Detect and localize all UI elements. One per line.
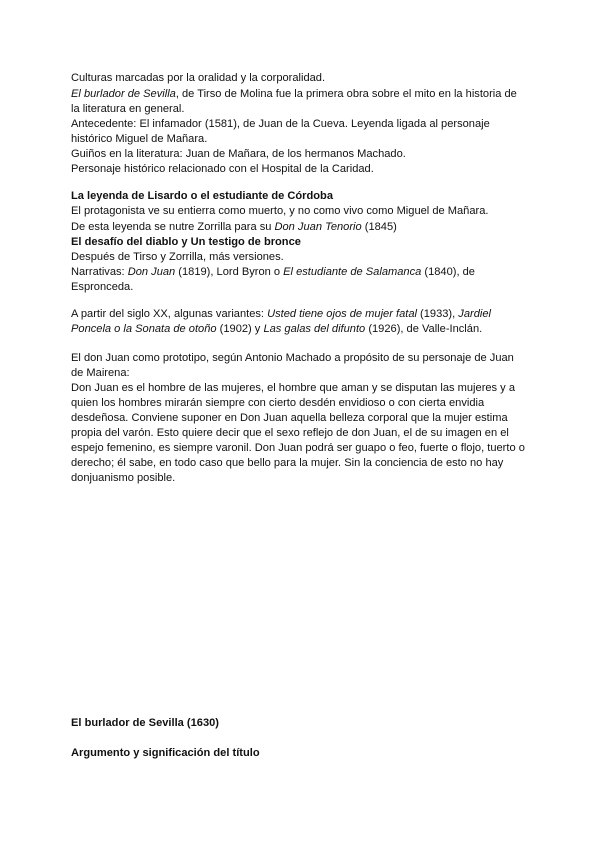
siglo-xx-line-1-title-2: Jardiel bbox=[458, 308, 491, 320]
prototipo-line-4: quien los hombres mirarán siempre con cierto desdén envidioso o con cierta envidia bbox=[71, 397, 485, 409]
prototipo-line-9: donjuanismo posible. bbox=[71, 472, 176, 484]
burlador-subtitle: Argumento y significación del título bbox=[71, 747, 260, 759]
lisardo-line-1: El protagonista ve su entierra como muerto, y no como vivo como Miguel de Mañara. bbox=[71, 205, 489, 217]
burlador-title: El burlador de Sevilla (1630) bbox=[71, 717, 219, 729]
prototipo-line-8: derecho; él sabe, en todo caso que bello para la mujer. Sin la conciencia de esto no hay bbox=[71, 457, 504, 469]
desafio-heading: El desafío del diablo y Un testigo de bronce bbox=[71, 236, 301, 248]
desafio-line-2-title-1: Don Juan bbox=[127, 266, 176, 278]
lisardo-heading: La leyenda de Lisardo o el estudiante de Córdoba bbox=[71, 190, 333, 202]
desafio-line-2 bbox=[71, 264, 475, 280]
desafio-line-1: Después de Tirso y Zorrilla, más versiones. bbox=[71, 251, 284, 263]
lisardo-line-2-b: (1845) bbox=[361, 221, 397, 233]
siglo-xx-line-1-b: (1933), bbox=[416, 308, 459, 320]
lisardo-line-2 bbox=[71, 219, 397, 235]
prototipo-line-5: desdeñosa. Conviene suponer en Don Juan aquella belleza corporal que la mujer estima bbox=[71, 412, 508, 424]
siglo-xx-line-2-b: (1926), de Valle-Inclán. bbox=[365, 323, 483, 335]
siglo-xx-line-1 bbox=[71, 306, 491, 322]
siglo-xx-line-2 bbox=[71, 321, 482, 337]
desafio-line-3: Espronceda. bbox=[71, 281, 134, 293]
prototipo-line-7: espejo femenino, es siempre varonil. Don Juan podrá ser guapo o feo, fuerte o flojo, tuerto o bbox=[71, 442, 525, 454]
lisardo-line-2-title: Don Juan Tenorio bbox=[274, 221, 362, 233]
prototipo-line-1: El don Juan como prototipo, según Antonio Machado a propósito de su personaje de Juan bbox=[71, 352, 514, 364]
intro-line-2-text: , de Tirso de Molina fue la primera obra sobre el mito en la historia de bbox=[175, 88, 517, 100]
prototipo-line-6: propia del varón. Esto quiere decir que el sexo reflejo de don Juan, el de su imagen en el bbox=[71, 427, 509, 439]
siglo-xx-line-2-title-1: Poncela o la Sonata de otoño bbox=[71, 323, 217, 335]
intro-line-2 bbox=[71, 86, 517, 102]
desafio-line-2-a: Narrativas: bbox=[71, 266, 128, 278]
desafio-line-2-b: (1819), Lord Byron o bbox=[175, 266, 284, 278]
siglo-xx-line-2-title-2: Las galas del difunto bbox=[263, 323, 366, 335]
siglo-xx-line-2-a: (1902) y bbox=[216, 323, 264, 335]
intro-line-7: Personaje histórico relacionado con el Hospital de la Caridad. bbox=[71, 163, 374, 175]
desafio-line-2-c: (1840), de bbox=[421, 266, 475, 278]
desafio-line-2-title-2: El estudiante de Salamanca bbox=[283, 266, 422, 278]
intro-line-2-title: El burlador de Sevilla bbox=[71, 88, 176, 100]
siglo-xx-line-1-title-1: Usted tiene ojos de mujer fatal bbox=[267, 308, 417, 320]
siglo-xx-line-1-a: A partir del siglo XX, algunas variantes: bbox=[71, 308, 268, 320]
intro-line-5: histórico Miguel de Mañara. bbox=[71, 133, 208, 145]
lisardo-line-2-a: De esta leyenda se nutre Zorrilla para su bbox=[71, 221, 275, 233]
intro-line-1: Culturas marcadas por la oralidad y la corporalidad. bbox=[71, 72, 326, 84]
prototipo-line-3: Don Juan es el hombre de las mujeres, el hombre que aman y se disputan las mujeres y a bbox=[71, 382, 515, 394]
intro-line-4: Antecedente: El infamador (1581), de Juan de la Cueva. Leyenda ligada al personaje bbox=[71, 118, 490, 130]
prototipo-line-2: de Mairena: bbox=[71, 367, 130, 379]
intro-line-3: la literatura en general. bbox=[71, 103, 185, 115]
intro-line-6: Guiños en la literatura: Juan de Mañara, de los hermanos Machado. bbox=[71, 148, 406, 160]
